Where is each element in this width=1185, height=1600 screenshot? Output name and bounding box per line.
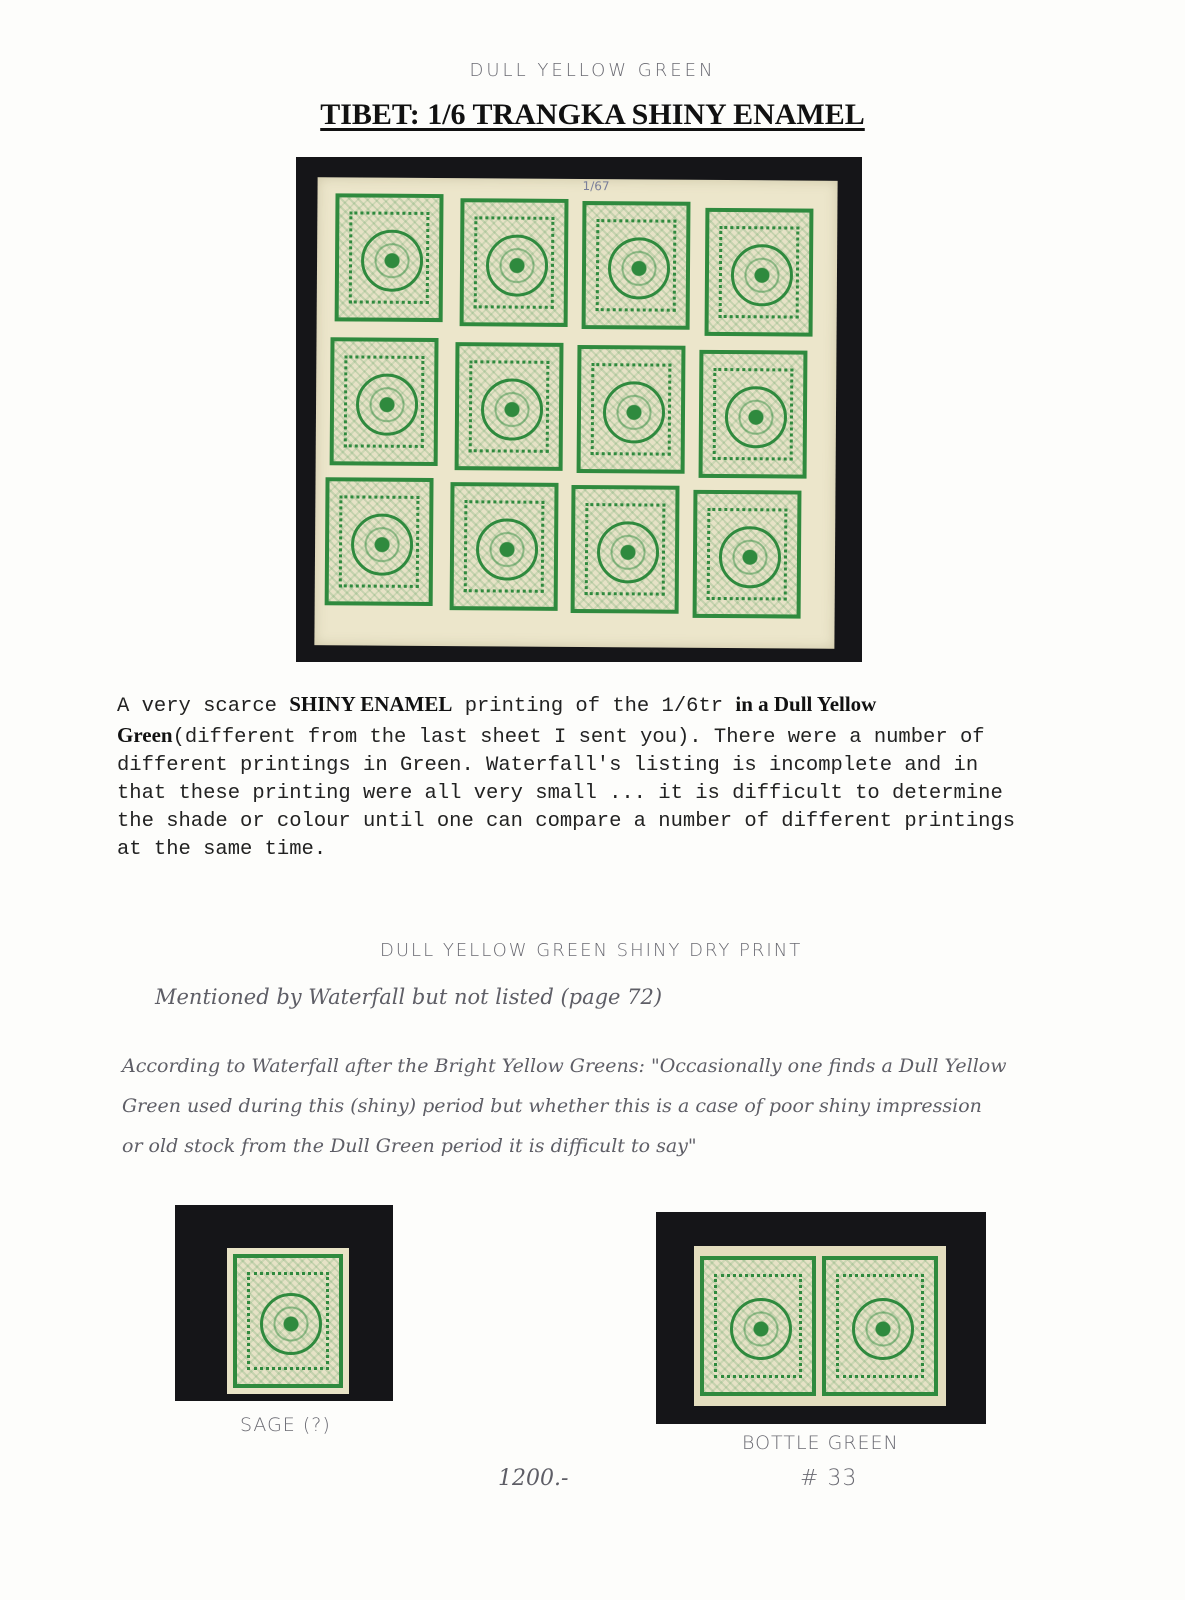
stamp (330, 337, 439, 466)
description-text: printing of the 1/6tr (452, 695, 736, 718)
stamp (700, 1256, 816, 1396)
handwritten-note-line: DULL YELLOW GREEN SHINY DRY PRINT (380, 940, 803, 961)
stamp (455, 342, 564, 471)
stamp (460, 198, 569, 327)
stamp (699, 350, 808, 479)
page-title (0, 98, 1185, 132)
handwritten-note-line: or old stock from the Dull Green period it is difficult to say" (122, 1135, 697, 1157)
stamp (335, 193, 444, 322)
description-text: (different from the last sheet I sent you). There were a number of different printings in Green. Waterfall's listing is incomplete and in that these printing were all very small ... it is difficult to determine the shade or colour until one can compare a number of different printings at the same time. (117, 726, 1016, 861)
pair-stamp-paper (694, 1246, 946, 1406)
stamp (571, 485, 680, 614)
handwritten-note-line: Green used during this (shiny) period but whether this is a case of poor shiny impression (122, 1095, 982, 1117)
stamp (233, 1254, 343, 1388)
stamp-sheet (314, 177, 837, 649)
stamp (582, 201, 691, 330)
handwritten-note-line: According to Waterfall after the Bright Yellow Greens: "Occasionally one finds a Dull Yellow (122, 1055, 1007, 1077)
handwritten-note-line: Mentioned by Waterfall but not listed (page 72) (155, 985, 663, 1009)
stamp (450, 482, 559, 611)
page-title-text: TIBET: 1/6 TRANGKA SHINY ENAMEL (320, 98, 865, 131)
single-stamp-paper (227, 1248, 349, 1394)
single-stamp-label: SAGE (?) (240, 1414, 331, 1436)
catalogue-number: # 33 (800, 1466, 858, 1491)
pair-stamp-mount (656, 1212, 986, 1424)
stamp (693, 490, 802, 619)
single-stamp-mount (175, 1205, 393, 1401)
stamp (577, 345, 686, 474)
description-text: A very scarce (117, 695, 290, 718)
stamp (325, 477, 434, 606)
description-paragraph (117, 690, 1037, 864)
price-note: 1200.- (498, 1466, 569, 1491)
handwritten-header-note: DULL YELLOW GREEN (469, 60, 716, 81)
description-emphasis: SHINY ENAMEL (289, 692, 453, 716)
sheet-mount (296, 157, 862, 662)
pencil-mark: 1/67 (582, 179, 610, 194)
stamp (705, 208, 814, 337)
stamp (822, 1256, 938, 1396)
description-emphasis: in a Dull Yellow Green (117, 692, 877, 747)
pair-stamp-label: BOTTLE GREEN (742, 1432, 899, 1454)
